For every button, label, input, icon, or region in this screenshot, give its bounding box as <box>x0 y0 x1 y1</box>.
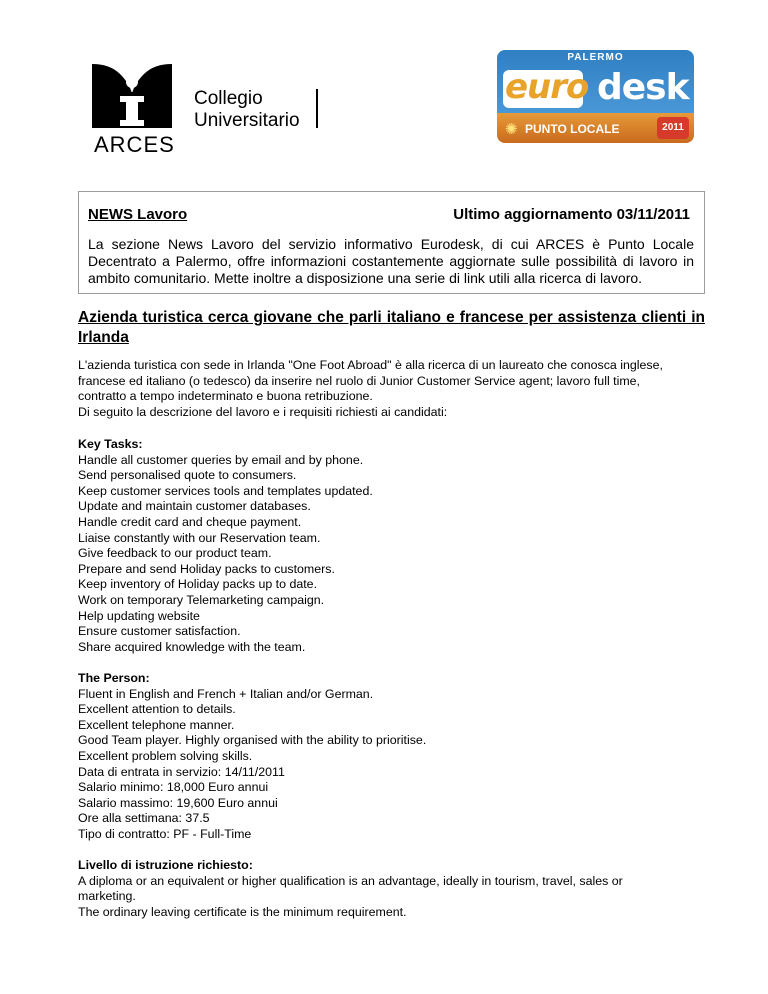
key-task-item: Prepare and send Holiday packs to customers. <box>78 561 335 576</box>
key-task-item: Give feedback to our product team. <box>78 546 272 561</box>
news-intro: La sezione News Lavoro del servizio informativo Eurodesk, di cui ARCES è Punto Locale Decentrato a Palermo, offre informazioni costantemente aggiornate sulle possibilità di lavoro in ambito comunitario. Mette inoltre a disposizione una serie di link utili alla ricerca di lavoro. <box>88 236 694 286</box>
key-task-item: Keep customer services tools and templates updated. <box>78 483 373 498</box>
article-intro <box>78 358 705 420</box>
education-item: The ordinary leaving certificate is the minimum requirement. <box>78 904 407 919</box>
person-item: Excellent telephone manner. <box>78 717 235 732</box>
person-title: The Person: <box>78 671 150 685</box>
arces-line-2: Universitario <box>194 110 300 131</box>
education-item: A diploma or an equivalent or higher qualification is an advantage, ideally in tourism, travel, sales or <box>78 873 623 888</box>
person-item: Salario minimo: 18,000 Euro annui <box>78 780 269 795</box>
news-title: NEWS Lavoro <box>88 206 188 223</box>
intro-line: L'azienda turistica con sede in Irlanda "One Foot Abroad" è alla ricerca di un laureato che conosca inglese, <box>78 358 663 372</box>
eurodesk-year: 2011 <box>662 122 684 133</box>
education-title: Livello di istruzione richiesto: <box>78 858 253 872</box>
arces-logo <box>84 52 324 156</box>
article-headline: Azienda turistica cerca giovane che parli italiano e francese per assistenza clienti in Irlanda <box>78 309 705 346</box>
person-item: Ore alla settimana: 37.5 <box>78 811 210 826</box>
key-task-item: Update and maintain customer databases. <box>78 499 311 514</box>
key-task-item: Keep inventory of Holiday packs up to date. <box>78 577 318 592</box>
intro-line: francese ed italiano (o tedesco) da inserire nel ruolo di Junior Customer Service agent; lavoro full time, <box>78 373 640 388</box>
eurodesk-punto-locale: PUNTO LOCALE <box>525 122 620 136</box>
news-update-date: Ultimo aggiornamento 03/11/2011 <box>453 206 690 223</box>
arces-wordmark: ARCES <box>94 132 175 157</box>
eu-stars-icon: ✺ <box>505 121 518 138</box>
key-task-item: Help updating website <box>78 608 200 623</box>
key-task-item: Handle credit card and cheque payment. <box>78 514 302 529</box>
person-item: Excellent problem solving skills. <box>78 748 253 763</box>
person-item: Excellent attention to details. <box>78 702 236 717</box>
education-section <box>78 858 705 920</box>
eurodesk-logo <box>497 50 694 143</box>
key-task-item: Liaise constantly with our Reservation team. <box>78 530 321 545</box>
key-task-item: Work on temporary Telemarketing campaign. <box>78 592 325 607</box>
eurodesk-desk: desk <box>597 67 689 108</box>
arces-emblem-icon <box>84 52 184 136</box>
key-task-item: Share acquired knowledge with the team. <box>78 639 306 654</box>
person-item: Tipo di contratto: PF - Full-Time <box>78 826 252 841</box>
intro-line: Di seguito la descrizione del lavoro e i requisiti richiesti ai candidati: <box>78 404 448 419</box>
arces-line-1: Collegio <box>194 88 263 109</box>
person-item: Salario massimo: 19,600 Euro annui <box>78 795 278 810</box>
eurodesk-city: PALERMO <box>567 52 624 63</box>
person-item: Data di entrata in servizio: 14/11/2011 <box>78 764 285 779</box>
intro-line: contratto a tempo indeterminato e buona retribuzione. <box>78 389 373 404</box>
key-task-item: Ensure customer satisfaction. <box>78 624 241 639</box>
key-task-item: Handle all customer queries by email and by phone. <box>78 452 364 467</box>
key-tasks-title: Key Tasks: <box>78 437 143 451</box>
news-box <box>78 191 705 294</box>
education-item: marketing. <box>78 889 136 904</box>
person-item: Good Team player. Highly organised with the ability to prioritise. <box>78 733 427 748</box>
logo-divider <box>316 89 318 128</box>
key-task-item: Send personalised quote to consumers. <box>78 468 297 483</box>
person-section <box>78 671 705 843</box>
key-tasks-section <box>78 437 705 655</box>
person-item: Fluent in English and French + Italian and/or German. <box>78 686 374 701</box>
eurodesk-euro: euro <box>505 67 589 107</box>
